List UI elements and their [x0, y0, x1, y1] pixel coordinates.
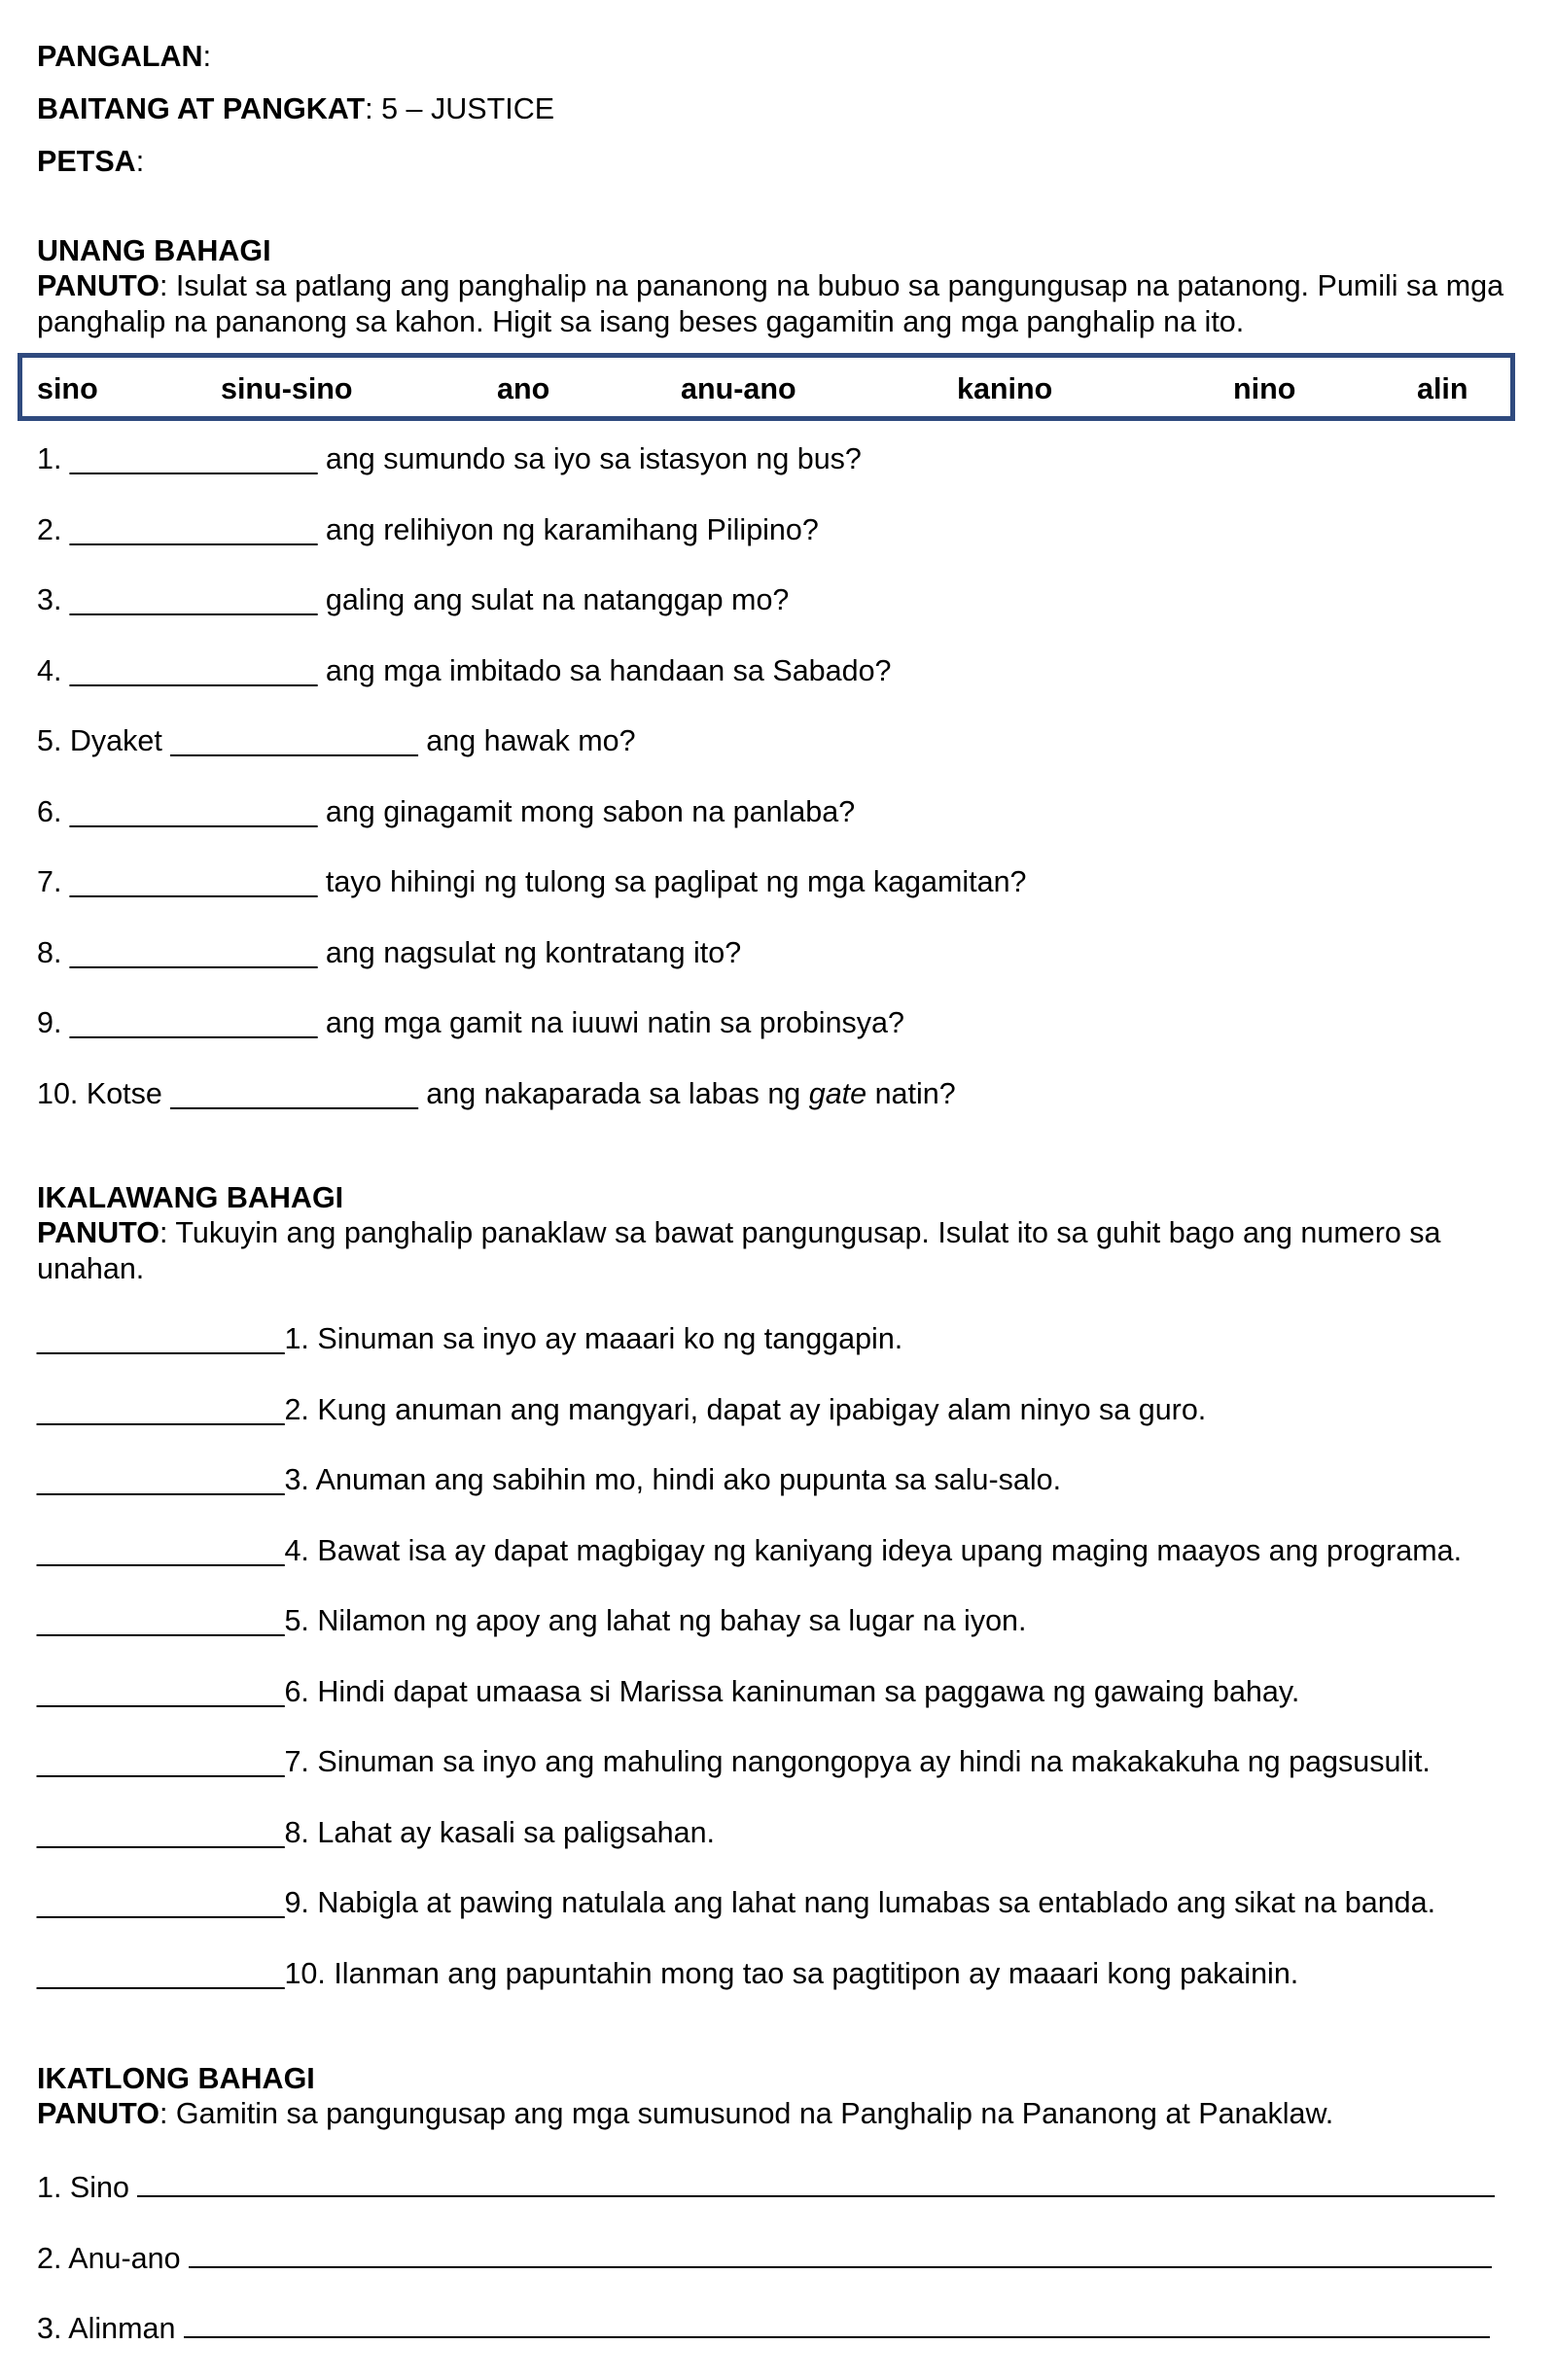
part2-item — [37, 1674, 1299, 1710]
item-text: ang ginagamit mong sabon na panlaba? — [325, 795, 856, 828]
item-text: ang sumundo sa iyo sa istasyon ng bus? — [325, 442, 862, 475]
answer-line[interactable] — [137, 2166, 1495, 2197]
answer-line[interactable] — [184, 2307, 1490, 2338]
part1-item — [37, 582, 789, 618]
part1-instruction: PANUTO: Isulat sa patlang ang panghalip na pananong na bubuo sa pangungusap na patanong. Pumili sa mga panghalip na pananong sa kahon. Higit sa isang beses gagamitin ang mga panghalip na ito. — [37, 269, 1504, 338]
item-number: 2. — [37, 513, 62, 546]
part1-item — [37, 1005, 904, 1041]
item-text: ang hawak mo? — [426, 724, 636, 757]
item-label: 3. Alinman — [37, 2312, 176, 2345]
item-text: 6. Hindi dapat umaasa si Marissa kaninuman sa paggawa ng gawaing bahay. — [284, 1675, 1300, 1708]
item-number: 4. — [37, 654, 62, 687]
colon: : — [202, 40, 212, 73]
part2-item — [37, 1744, 1431, 1780]
part2-item — [37, 1885, 1435, 1921]
item-text: ang nagsulat ng kontratang ito? — [325, 936, 742, 969]
name-field — [37, 39, 211, 75]
item-number: 3. — [37, 583, 62, 616]
part1-item — [37, 935, 741, 971]
answer-blank[interactable]: _______________ — [69, 1006, 318, 1039]
grade-label: BAITANG AT PANGKAT — [37, 92, 366, 125]
word-box-item: sinu-sino — [221, 372, 353, 405]
colon: : — [135, 145, 145, 178]
word-box-item: anu-ano — [681, 372, 796, 405]
item-number: 10. Kotse — [37, 1077, 162, 1110]
word-box-item: ano — [497, 372, 550, 405]
answer-blank[interactable]: _______________ — [69, 442, 318, 475]
item-label: 1. Sino — [37, 2171, 129, 2204]
answer-blank[interactable]: _______________ — [170, 1077, 418, 1110]
part2-title-text: IKALAWANG BAHAGI — [37, 1181, 344, 1214]
item-number: 7. — [37, 865, 62, 898]
answer-blank[interactable]: _______________ — [170, 724, 418, 757]
part2-item — [37, 1603, 1026, 1639]
item-text: ang mga gamit na iuuwi natin sa probinsya? — [325, 1006, 904, 1039]
part2-item — [37, 1392, 1206, 1428]
item-text: ang relihiyon ng karamihang Pilipino? — [325, 513, 819, 546]
part1-item — [37, 864, 1027, 900]
word-box-item: alin — [1417, 372, 1468, 405]
item-number: 8. — [37, 936, 62, 969]
part1-item — [37, 653, 892, 689]
item-number: 9. — [37, 1006, 62, 1039]
item-text-italic: gate — [808, 1077, 867, 1110]
item-text: 3. Anuman ang sabihin mo, hindi ako pupunta sa salu-salo. — [284, 1463, 1062, 1496]
item-text: 10. Ilanman ang papuntahin mong tao sa pagtitipon ay maaari kong pakainin. — [284, 1957, 1299, 1990]
item-text: 9. Nabigla at pawing natulala ang lahat nang lumabas sa entablado ang sikat na banda. — [284, 1886, 1436, 1919]
item-text: 7. Sinuman sa inyo ang mahuling nangongopya ay hindi na makakakuha ng pagsusulit. — [284, 1745, 1431, 1778]
answer-blank[interactable]: _______________ — [37, 1745, 285, 1778]
answer-blank[interactable]: _______________ — [37, 1534, 285, 1567]
panuto-label: PANUTO — [37, 2097, 159, 2130]
panuto-label: PANUTO — [37, 1216, 159, 1249]
answer-blank[interactable]: _______________ — [37, 1393, 285, 1426]
item-text: tayo hihingi ng tulong sa paglipat ng mga kagamitan? — [325, 865, 1027, 898]
answer-blank[interactable]: _______________ — [37, 1322, 285, 1355]
part1-item — [37, 723, 636, 759]
part1-item — [37, 512, 819, 548]
item-text: 2. Kung anuman ang mangyari, dapat ay ipabigay alam ninyo sa guro. — [284, 1393, 1207, 1426]
item-text: 8. Lahat ay kasali sa paligsahan. — [284, 1816, 716, 1849]
part2-item — [37, 1815, 715, 1851]
item-text-end: natin? — [874, 1077, 956, 1110]
date-field — [37, 144, 144, 180]
answer-blank[interactable]: _______________ — [37, 1886, 285, 1919]
word-box — [18, 353, 1515, 421]
part1-item — [37, 1076, 956, 1112]
part3-item — [37, 2307, 1490, 2347]
part3-item — [37, 2166, 1495, 2206]
part1-item — [37, 441, 862, 477]
date-label: PETSA — [37, 145, 136, 178]
part3-item — [37, 2237, 1492, 2277]
item-number: 6. — [37, 795, 62, 828]
answer-blank[interactable]: _______________ — [37, 1957, 285, 1990]
answer-blank[interactable]: _______________ — [37, 1816, 285, 1849]
item-text: 4. Bawat isa ay dapat magbigay ng kaniyang ideya upang maging maayos ang programa. — [284, 1534, 1463, 1567]
part2-item — [37, 1462, 1061, 1498]
answer-blank[interactable]: _______________ — [69, 513, 318, 546]
word-box-item: nino — [1233, 372, 1296, 405]
name-label: PANGALAN — [37, 40, 203, 73]
answer-blank[interactable]: _______________ — [37, 1604, 285, 1637]
colon: : — [365, 92, 373, 125]
part2-item — [37, 1533, 1462, 1569]
answer-blank[interactable]: _______________ — [37, 1463, 285, 1496]
answer-line[interactable] — [189, 2237, 1492, 2268]
item-text: 5. Nilamon ng apoy ang lahat ng bahay sa lugar na iyon. — [284, 1604, 1027, 1637]
answer-blank[interactable]: _______________ — [69, 583, 318, 616]
answer-blank[interactable]: _______________ — [69, 865, 318, 898]
grade-value: 5 – JUSTICE — [381, 92, 555, 125]
item-text: galing ang sulat na natanggap mo? — [325, 583, 790, 616]
part1-title — [37, 233, 271, 269]
answer-blank[interactable]: _______________ — [37, 1675, 285, 1708]
part1-instruction-text: Isulat sa patlang ang panghalip na pananong na bubuo sa pangungusap na patanong. Pumili sa mga panghalip na pananong sa kahon. Higit sa isang beses gagamitin ang mga panghalip na ito. — [37, 269, 1504, 338]
part3-instruction: PANUTO: Gamitin sa pangungusap ang mga sumusunod na Panghalip na Pananong at Panaklaw. — [37, 2097, 1334, 2130]
part3-instruction-text: Gamitin sa pangungusap ang mga sumusunod na Panghalip na Pananong at Panaklaw. — [175, 2097, 1334, 2130]
part2-instruction: PANUTO: Tukuyin ang panghalip panaklaw sa bawat pangungusap. Isulat ito sa guhit bago ang numero sa unahan. — [37, 1216, 1441, 1285]
item-text: 1. Sinuman sa inyo ay maaari ko ng tanggapin. — [284, 1322, 903, 1355]
part2-item — [37, 1956, 1298, 1992]
word-box-item: sino — [37, 372, 98, 405]
word-box-item: kanino — [957, 372, 1053, 405]
item-number: 5. Dyaket — [37, 724, 162, 757]
part2-title — [37, 1180, 343, 1216]
part2-instruction-text: Tukuyin ang panghalip panaklaw sa bawat pangungusap. Isulat ito sa guhit bago ang numero sa unahan. — [37, 1216, 1441, 1285]
item-text: ang nakaparada sa labas ng — [426, 1077, 801, 1110]
answer-blank[interactable]: _______________ — [69, 936, 318, 969]
grade-field — [37, 91, 554, 127]
part3-title-text: IKATLONG BAHAGI — [37, 2062, 315, 2095]
part1-title-text: UNANG BAHAGI — [37, 234, 271, 267]
part1-item — [37, 794, 855, 830]
item-number: 1. — [37, 442, 62, 475]
panuto-label: PANUTO — [37, 269, 159, 302]
part3-title — [37, 2061, 315, 2097]
part2-item — [37, 1321, 902, 1357]
answer-blank[interactable]: _______________ — [69, 654, 318, 687]
item-label: 2. Anu-ano — [37, 2242, 181, 2275]
item-text: ang mga imbitado sa handaan sa Sabado? — [325, 654, 892, 687]
answer-blank[interactable]: _______________ — [69, 795, 318, 828]
